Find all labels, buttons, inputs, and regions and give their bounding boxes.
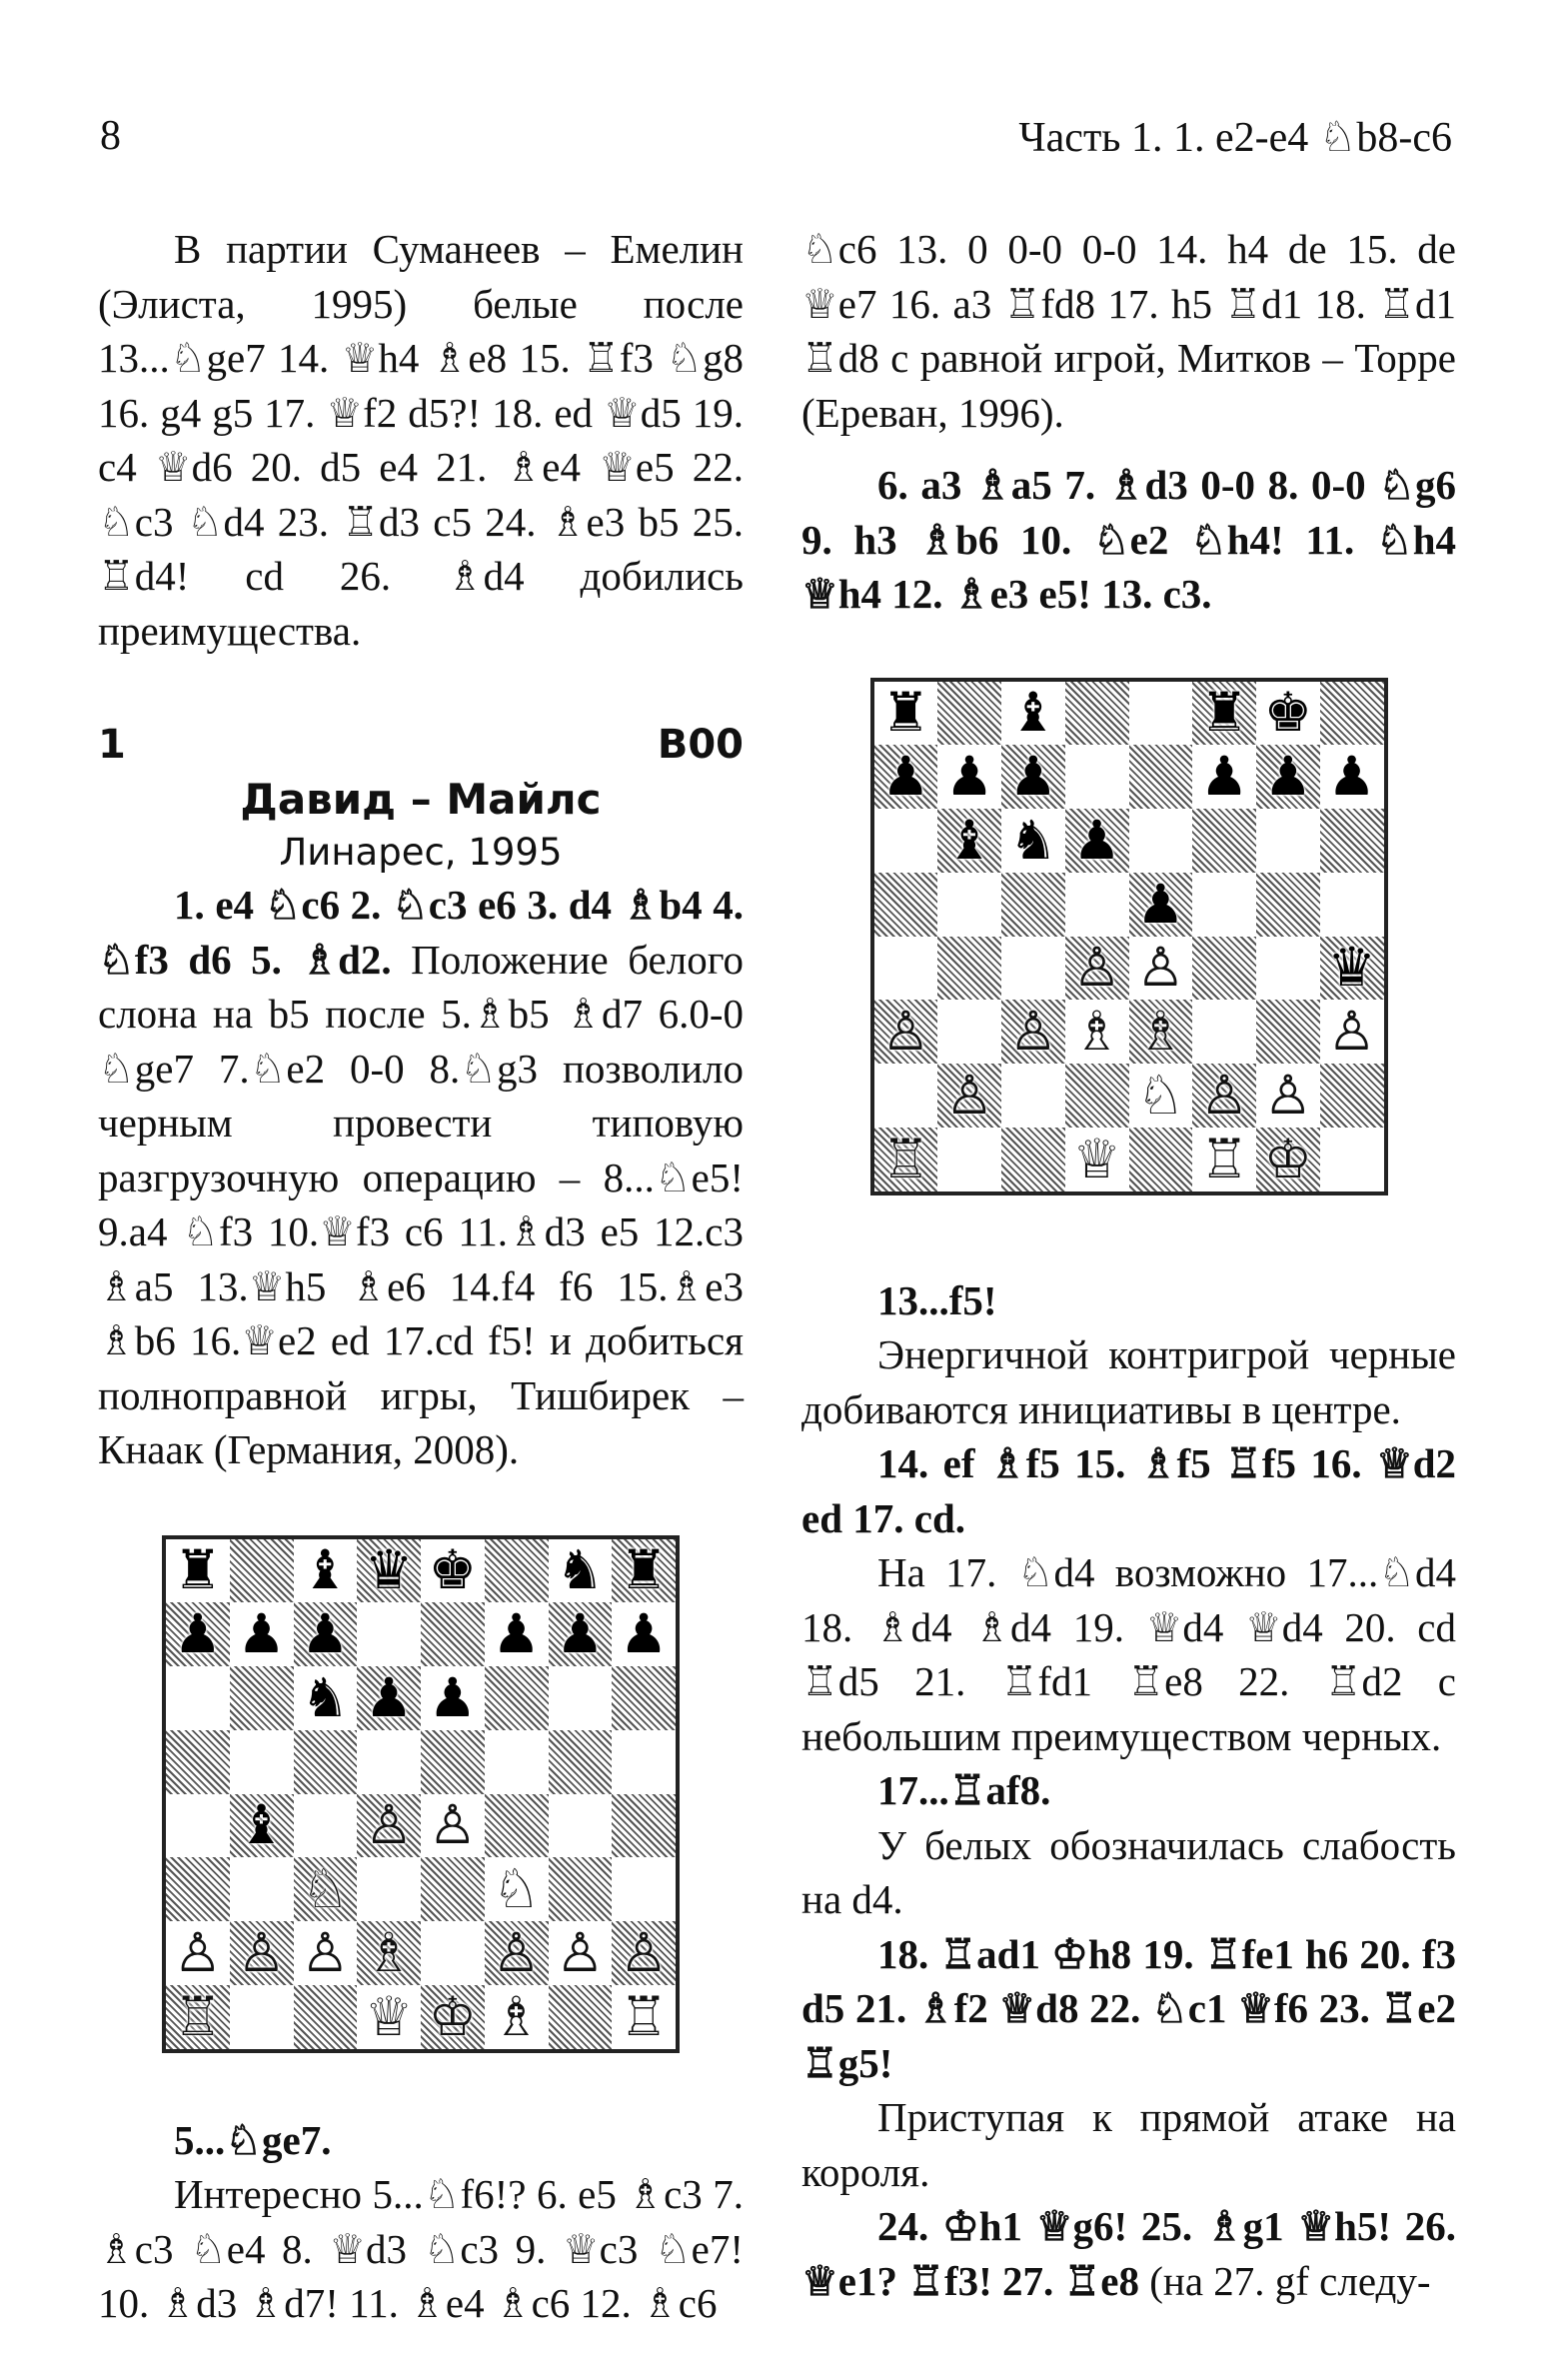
square-b6 xyxy=(937,809,1001,873)
square-c6 xyxy=(294,1666,358,1730)
square-e5 xyxy=(421,1730,485,1794)
black-pawn-icon: ♟ xyxy=(1327,745,1376,809)
square-a6 xyxy=(874,809,938,873)
game-heading xyxy=(98,718,744,878)
square-a8 xyxy=(166,1539,230,1603)
white-queen-icon: ♕ xyxy=(364,1984,414,2048)
square-b7 xyxy=(230,1602,294,1666)
square-a3 xyxy=(874,1000,938,1064)
white-knight-icon: ♘ xyxy=(1136,1063,1185,1127)
square-b2 xyxy=(937,1064,1001,1128)
square-c4 xyxy=(294,1794,358,1858)
white-pawn-icon: ♙ xyxy=(556,1920,605,1984)
square-d7 xyxy=(357,1602,421,1666)
black-pawn-icon: ♟ xyxy=(1263,745,1313,809)
square-c2 xyxy=(294,1921,358,1985)
white-pawn-icon: ♙ xyxy=(301,1920,350,1984)
square-g6 xyxy=(1256,809,1320,873)
square-c3 xyxy=(294,1857,358,1921)
square-h8 xyxy=(1320,682,1384,746)
square-a8 xyxy=(874,682,938,746)
note-23: Приступая к прямой атаке на короля. xyxy=(801,2094,1456,2195)
white-rook-icon: ♖ xyxy=(619,1984,669,2048)
square-g3 xyxy=(549,1857,613,1921)
square-g8 xyxy=(549,1539,613,1603)
square-e5 xyxy=(1129,873,1193,937)
square-f6 xyxy=(485,1666,549,1730)
black-pawn-icon: ♟ xyxy=(237,1602,286,1666)
square-d5 xyxy=(357,1730,421,1794)
black-rook-icon: ♜ xyxy=(1199,681,1249,745)
square-c5 xyxy=(294,1730,358,1794)
square-d6 xyxy=(1065,809,1129,873)
white-knight-icon: ♘ xyxy=(301,1857,350,1921)
square-b5 xyxy=(230,1730,294,1794)
square-f1 xyxy=(1192,1128,1256,1191)
square-e7 xyxy=(421,1602,485,1666)
square-f6 xyxy=(1192,809,1256,873)
black-pawn-icon: ♟ xyxy=(492,1602,541,1666)
move-13: 13...f5! xyxy=(877,1276,997,1323)
white-queen-icon: ♕ xyxy=(1072,1127,1121,1190)
square-f7 xyxy=(485,1602,549,1666)
black-king-icon: ♚ xyxy=(428,1538,478,1602)
moves-comment: Положение белого слона на b5 после 5.♗b5 ♗d7 6.0-0 ♘ge7 7.♘e2 0-0 8.♘g3 позволило черным провести типовую разгрузочную операцию – 8...♘e5! 9.a4 ♘f3 10.♕f3 c6 11.♗d3 e5 12.c3 ♗a5 13.♕h5 ♗e6 14.f4 f6 15.♗e3 ♗b6 16.♕e2 ed 17.cd f5! и добиться полноправной игры, Тишбирек – Кнаак (Германия, 2008). xyxy=(98,936,744,1472)
square-f4 xyxy=(1192,937,1256,1001)
square-a2 xyxy=(874,1064,938,1128)
square-d1 xyxy=(1065,1128,1129,1191)
white-pawn-icon: ♙ xyxy=(1072,936,1121,1000)
square-h6 xyxy=(612,1666,676,1730)
square-g1 xyxy=(1256,1128,1320,1191)
white-bishop-icon: ♗ xyxy=(1136,1000,1185,1064)
square-g7 xyxy=(549,1602,613,1666)
square-b8 xyxy=(230,1539,294,1603)
square-c6 xyxy=(1001,809,1065,873)
square-c4 xyxy=(1001,937,1065,1001)
square-h1 xyxy=(1320,1128,1384,1191)
white-pawn-icon: ♙ xyxy=(492,1920,541,1984)
square-h1 xyxy=(612,1985,676,2049)
white-king-icon: ♔ xyxy=(428,1984,478,2048)
square-g7 xyxy=(1256,745,1320,809)
square-d3 xyxy=(1065,1000,1129,1064)
note-13: Энергичной контригрой черные добиваются инициативы в центре. xyxy=(801,1331,1456,1432)
square-b5 xyxy=(937,873,1001,937)
square-e8 xyxy=(421,1539,485,1603)
square-e4 xyxy=(421,1794,485,1858)
square-d8 xyxy=(1065,682,1129,746)
square-c7 xyxy=(294,1602,358,1666)
square-g8 xyxy=(1256,682,1320,746)
square-b7 xyxy=(937,745,1001,809)
white-pawn-icon: ♙ xyxy=(364,1793,414,1857)
square-g2 xyxy=(1256,1064,1320,1128)
black-queen-icon: ♛ xyxy=(1327,936,1376,1000)
black-pawn-icon: ♟ xyxy=(364,1665,414,1729)
square-b1 xyxy=(937,1128,1001,1191)
square-d1 xyxy=(357,1985,421,2049)
square-f4 xyxy=(485,1794,549,1858)
white-knight-icon: ♘ xyxy=(492,1857,541,1921)
square-g2 xyxy=(549,1921,613,1985)
square-d4 xyxy=(1065,937,1129,1001)
black-queen-icon: ♛ xyxy=(364,1538,414,1602)
square-e8 xyxy=(1129,682,1193,746)
square-d8 xyxy=(357,1539,421,1603)
square-c5 xyxy=(1001,873,1065,937)
note-17: На 17. ♘d4 возможно 17...♘d4 18. ♗d4 ♗d4 19. ♕d4 ♕d4 20. cd ♖d5 21. ♖fd1 ♖e8 22. ♖d2 с небольшим преимуществом черных. xyxy=(801,1549,1456,1759)
square-a4 xyxy=(166,1794,230,1858)
square-h4 xyxy=(1320,937,1384,1001)
square-b8 xyxy=(937,682,1001,746)
black-knight-icon: ♞ xyxy=(556,1538,605,1602)
black-pawn-icon: ♟ xyxy=(881,745,930,809)
white-pawn-icon: ♙ xyxy=(1199,1063,1249,1127)
square-d7 xyxy=(1065,745,1129,809)
square-g3 xyxy=(1256,1000,1320,1064)
square-a7 xyxy=(166,1602,230,1666)
square-g6 xyxy=(549,1666,613,1730)
square-c7 xyxy=(1001,745,1065,809)
square-e2 xyxy=(1129,1064,1193,1128)
square-g5 xyxy=(1256,873,1320,937)
square-a1 xyxy=(166,1985,230,2049)
players: Давид – Майлс xyxy=(240,775,602,824)
event: Линарес, 1995 xyxy=(279,831,563,874)
square-b1 xyxy=(230,1985,294,2049)
black-pawn-icon: ♟ xyxy=(301,1602,350,1666)
moves-24-paragraph xyxy=(801,2199,1456,2308)
moves-18: 18. ♖ad1 ♔h8 19. ♖fe1 h6 20. f3 d5 21. ♗f2 ♕d8 22. ♘c1 ♕f6 23. ♖e2 ♖g5! xyxy=(801,1930,1456,2086)
black-king-icon: ♚ xyxy=(1263,681,1313,745)
white-pawn-icon: ♙ xyxy=(881,1000,930,1064)
right-column xyxy=(801,222,1456,2308)
white-rook-icon: ♖ xyxy=(173,1984,223,2048)
square-f2 xyxy=(485,1921,549,1985)
opening-moves xyxy=(98,878,744,1477)
square-h7 xyxy=(1320,745,1384,809)
black-bishop-icon: ♝ xyxy=(237,1793,286,1857)
square-f5 xyxy=(485,1730,549,1794)
square-h3 xyxy=(1320,1000,1384,1064)
black-knight-icon: ♞ xyxy=(301,1665,350,1729)
square-g1 xyxy=(549,1985,613,2049)
square-a3 xyxy=(166,1857,230,1921)
square-d3 xyxy=(357,1857,421,1921)
square-e1 xyxy=(421,1985,485,2049)
note-17b: У белых обозначилась слабость на d4. xyxy=(801,1821,1456,1922)
square-c3 xyxy=(1001,1000,1065,1064)
square-h2 xyxy=(1320,1064,1384,1128)
square-a6 xyxy=(166,1666,230,1730)
square-c2 xyxy=(1001,1064,1065,1128)
square-h2 xyxy=(612,1921,676,1985)
square-f3 xyxy=(1192,1000,1256,1064)
white-bishop-icon: ♗ xyxy=(1072,1000,1121,1064)
white-king-icon: ♔ xyxy=(1263,1127,1313,1190)
square-f7 xyxy=(1192,745,1256,809)
square-b6 xyxy=(230,1666,294,1730)
black-pawn-icon: ♟ xyxy=(944,745,994,809)
black-pawn-icon: ♟ xyxy=(1136,872,1185,936)
square-h5 xyxy=(612,1730,676,1794)
square-h4 xyxy=(612,1794,676,1858)
square-h6 xyxy=(1320,809,1384,873)
square-h7 xyxy=(612,1602,676,1666)
note-5: Интересно 5...♘f6!? 6. e5 ♗c3 7. ♗c3 ♘e4 8. ♕d3 ♘c3 9. ♕c3 ♘e7! 10. ♗d3 ♗d7! 11. ♗e4 ♗c6 12. ♗c6 xyxy=(98,2171,744,2326)
intro-paragraph: В партии Суманеев – Емелин (Элиста, 1995) белые после 13...♘ge7 14. ♕h4 ♗e8 15. ♖f3 ♘g8 16. g4 g5 17. ♕f2 d5?! 18. ed ♕d5 19. c4 ♕d6 20. d5 e4 21. ♗e4 ♕e5 22. ♘c3 ♘d4 23. ♖d3 c5 24. ♗e3 b5 25. ♖d4! cd 26. ♗d4 добились преимущества. xyxy=(98,226,744,654)
square-e3 xyxy=(421,1857,485,1921)
square-f2 xyxy=(1192,1064,1256,1128)
square-f3 xyxy=(485,1857,549,1921)
square-e7 xyxy=(1129,745,1193,809)
white-pawn-icon: ♙ xyxy=(619,1920,669,1984)
white-pawn-icon: ♙ xyxy=(1136,936,1185,1000)
white-bishop-icon: ♗ xyxy=(364,1920,414,1984)
black-pawn-icon: ♟ xyxy=(619,1602,669,1666)
square-b2 xyxy=(230,1921,294,1985)
square-g4 xyxy=(1256,937,1320,1001)
moves-14: 14. ef ♗f5 15. ♗f5 ♖f5 16. ♕d2 ed 17. cd. xyxy=(801,1440,1456,1541)
square-e1 xyxy=(1129,1128,1193,1191)
square-f5 xyxy=(1192,873,1256,937)
white-rook-icon: ♖ xyxy=(1199,1127,1249,1190)
square-b3 xyxy=(937,1000,1001,1064)
chess-diagram-2 xyxy=(870,678,1388,1195)
square-d2 xyxy=(357,1921,421,1985)
black-knight-icon: ♞ xyxy=(1008,808,1058,872)
black-rook-icon: ♜ xyxy=(619,1538,669,1602)
note-27: (на 27. gf следу- xyxy=(1138,2257,1431,2304)
chess-diagram-1 xyxy=(162,1535,680,2053)
white-pawn-icon: ♙ xyxy=(944,1063,994,1127)
white-pawn-icon: ♙ xyxy=(1008,1000,1058,1064)
square-f1 xyxy=(485,1985,549,2049)
square-h8 xyxy=(612,1539,676,1603)
square-f8 xyxy=(1192,682,1256,746)
white-pawn-icon: ♙ xyxy=(428,1793,478,1857)
square-c8 xyxy=(294,1539,358,1603)
white-rook-icon: ♖ xyxy=(881,1127,930,1190)
square-d6 xyxy=(357,1666,421,1730)
black-pawn-icon: ♟ xyxy=(1199,745,1249,809)
black-rook-icon: ♜ xyxy=(881,681,930,745)
square-f8 xyxy=(485,1539,549,1603)
move-5: 5...♘ge7. xyxy=(174,2116,332,2163)
square-e6 xyxy=(421,1666,485,1730)
game-number: 1 xyxy=(98,722,126,768)
moves-bold: 1. e4 ♘c6 2. ♘c3 e6 3. d4 ♗b4 4. ♘f3 d6 5. ♗d2. xyxy=(98,882,744,983)
square-a7 xyxy=(874,745,938,809)
eco-code: B00 xyxy=(657,722,744,768)
square-d4 xyxy=(357,1794,421,1858)
square-b4 xyxy=(937,937,1001,1001)
black-pawn-icon: ♟ xyxy=(1008,745,1058,809)
black-rook-icon: ♜ xyxy=(173,1538,223,1602)
white-bishop-icon: ♗ xyxy=(492,1984,541,2048)
black-pawn-icon: ♟ xyxy=(1072,808,1121,872)
square-a5 xyxy=(166,1730,230,1794)
left-column xyxy=(98,222,744,2331)
white-pawn-icon: ♙ xyxy=(237,1920,286,1984)
square-b4 xyxy=(230,1794,294,1858)
black-pawn-icon: ♟ xyxy=(556,1602,605,1666)
square-d2 xyxy=(1065,1064,1129,1128)
black-bishop-icon: ♝ xyxy=(944,808,994,872)
square-a1 xyxy=(874,1128,938,1191)
square-g4 xyxy=(549,1794,613,1858)
white-pawn-icon: ♙ xyxy=(1327,1000,1376,1064)
square-c1 xyxy=(1001,1128,1065,1191)
black-pawn-icon: ♟ xyxy=(428,1665,478,1729)
square-e6 xyxy=(1129,809,1193,873)
white-pawn-icon: ♙ xyxy=(173,1920,223,1984)
square-c1 xyxy=(294,1985,358,2049)
square-a2 xyxy=(166,1921,230,1985)
square-h3 xyxy=(612,1857,676,1921)
square-e2 xyxy=(421,1921,485,1985)
white-pawn-icon: ♙ xyxy=(1263,1063,1313,1127)
moves-24: 24. ♔h1 ♕g6! 25. ♗g1 ♕h5! 26. ♕e1? ♖f3! 27. ♖e8 xyxy=(801,2203,1456,2304)
move-17b: 17...♖af8. xyxy=(877,1767,1051,1813)
square-g5 xyxy=(549,1730,613,1794)
square-h5 xyxy=(1320,873,1384,937)
square-a4 xyxy=(874,937,938,1001)
running-title: Часть 1. 1. e2-e4 ♘b8-c6 xyxy=(1018,115,1452,161)
square-a5 xyxy=(874,873,938,937)
square-e3 xyxy=(1129,1000,1193,1064)
black-bishop-icon: ♝ xyxy=(1008,681,1058,745)
square-e4 xyxy=(1129,937,1193,1001)
continuation: ♘c6 13. 0 0-0 0-0 14. h4 de 15. de ♕e7 16. a3 ♖fd8 17. h5 ♖d1 18. ♖d1 ♖d8 с равной игрой, Митков – Торре (Ереван, 1996). xyxy=(801,226,1456,436)
square-d5 xyxy=(1065,873,1129,937)
page-number: 8 xyxy=(100,113,121,159)
black-pawn-icon: ♟ xyxy=(173,1602,223,1666)
black-bishop-icon: ♝ xyxy=(301,1538,350,1602)
moves-6: 6. a3 ♗a5 7. ♗d3 0-0 8. 0-0 ♘g6 9. h3 ♗b6 10. ♘e2 ♘h4! 11. ♘h4 ♕h4 12. ♗e3 e5! 13. c3. xyxy=(801,462,1456,617)
square-c8 xyxy=(1001,682,1065,746)
square-b3 xyxy=(230,1857,294,1921)
